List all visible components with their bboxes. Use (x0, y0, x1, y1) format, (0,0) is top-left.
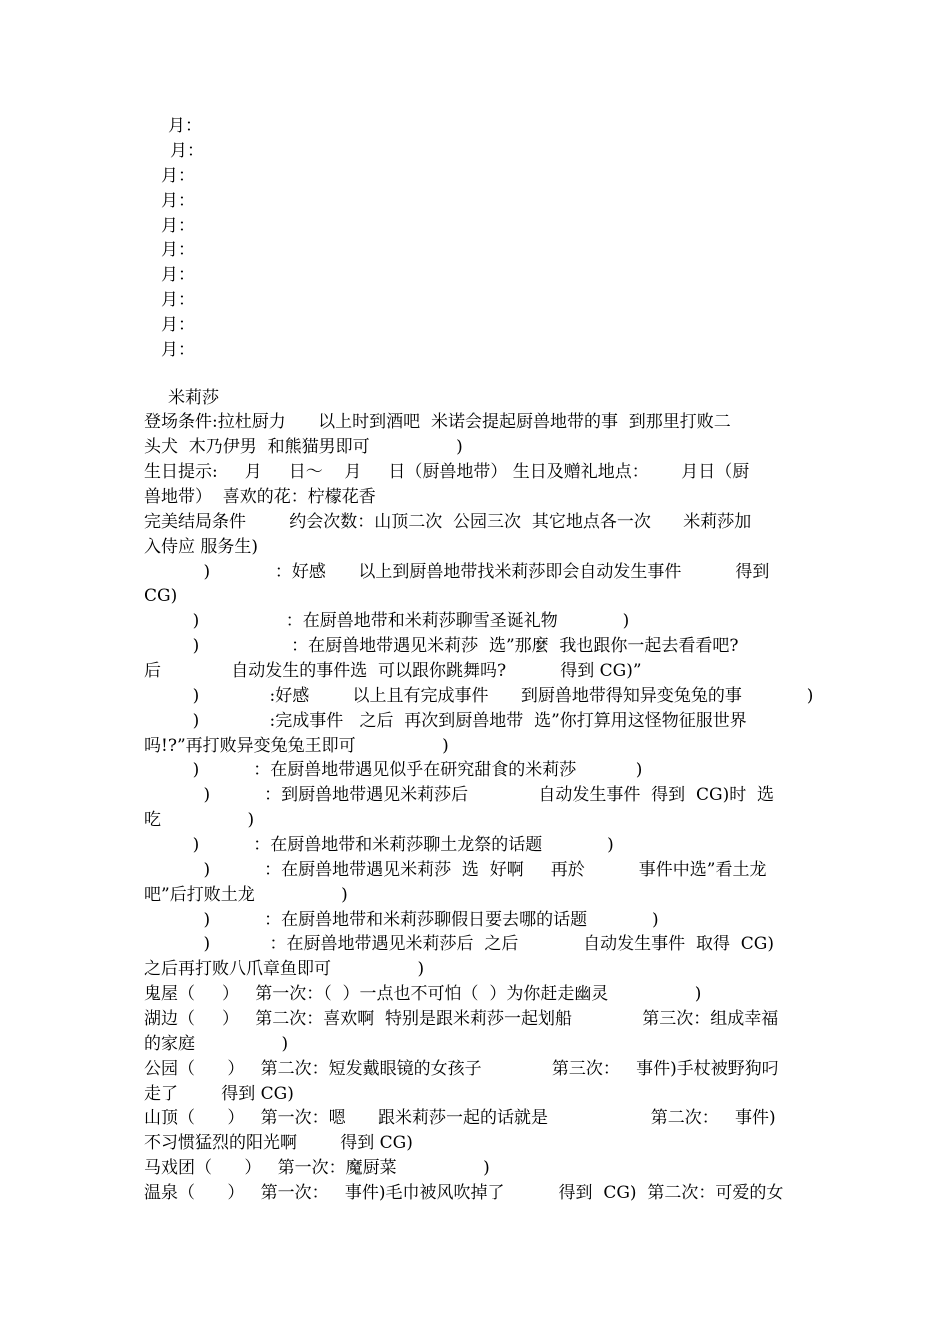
month-line: 月： (170, 141, 204, 161)
body-line: ) :好感 以上且有完成事件 到厨兽地带得知异变兔兔的事 ) (144, 686, 814, 706)
body-line: CG) (144, 586, 178, 606)
body-line: 兽地带） 喜欢的花：柠檬花香 (144, 487, 376, 507)
body-line: ) :完成事件 之后 再次到厨兽地带 选”你打算用这怪物征服世界 (144, 711, 747, 731)
body-line: 登场条件:拉杜厨力 以上时到酒吧 米诺会提起厨兽地带的事 到那里打败二 (144, 412, 731, 432)
character-name-heading: 米莉莎 (168, 388, 219, 408)
body-line: 之后再打败八爪章鱼即可 ) (144, 959, 425, 979)
body-line: ) ：在厨兽地带和米莉莎聊假日要去哪的话题 ) (144, 910, 659, 930)
body-line: ) ：在厨兽地带遇见似乎在研究甜食的米莉莎 ) (144, 760, 643, 780)
body-line: ) ：在厨兽地带和米莉莎聊雪圣诞礼物 ) (144, 611, 630, 631)
body-line: ) ：在厨兽地带遇见米莉莎 选 好啊 再於 事件中选”看土龙 (144, 860, 767, 880)
body-line: ) ：在厨兽地带遇见米莉莎 选”那麼 我也跟你一起去看看吧? (144, 636, 739, 656)
body-line: ) ：在厨兽地带遇见米莉莎后 之后 自动发生事件 取得 CG) (144, 934, 775, 954)
month-line: 月： (161, 240, 195, 260)
body-line: 的家庭 ) (144, 1034, 289, 1054)
month-line: 月： (161, 191, 195, 211)
body-line: 入侍应 服务生) (144, 537, 259, 557)
body-line: ) ：好感 以上到厨兽地带找米莉莎即会自动发生事件 得到 (144, 562, 770, 582)
body-line: 生日提示: 月 日～ 月 日（厨兽地带） 生日及赠礼地点： 月日（厨 (144, 462, 750, 482)
body-line: 完美结局条件 约会次数：山顶二次 公园三次 其它地点各一次 米莉莎加 (144, 512, 752, 532)
body-line: 湖边（ ） 第二次：喜欢啊 特别是跟米莉莎一起划船 第三次：组成幸福 (144, 1009, 779, 1029)
body-line: ) ：在厨兽地带和米莉莎聊土龙祭的话题 ) (144, 835, 614, 855)
month-line: 月： (168, 116, 202, 136)
month-line: 月： (161, 216, 195, 236)
body-line: 鬼屋（ ） 第一次：（ ）一点也不可怕（ ）为你赶走幽灵 ) (144, 984, 702, 1004)
body-line: 马戏团（ ） 第一次：魔厨菜 ) (144, 1158, 490, 1178)
month-line: 月： (161, 265, 195, 285)
body-line: 后 自动发生的事件选 可以跟你跳舞吗? 得到 CG)” (144, 661, 642, 681)
body-line: 不习惯猛烈的阳光啊 得到 CG) (144, 1133, 413, 1153)
body-line: 温泉（ ） 第一次： 事件)毛巾被风吹掉了 得到 CG) 第二次：可爱的女 (144, 1183, 784, 1203)
month-line: 月： (161, 315, 195, 335)
body-line: 走了 得到 CG) (144, 1084, 294, 1104)
body-line: 吧”后打败土龙 ) (144, 885, 348, 905)
body-line: 吗!?”再打败异变兔兔王即可 ) (144, 736, 449, 756)
body-line: 头犬 木乃伊男 和熊猫男即可 ) (144, 437, 463, 457)
body-line: 公园（ ） 第二次：短发戴眼镜的女孩子 第三次： 事件)手杖被野狗叼 (144, 1059, 779, 1079)
body-line: 吃 ) (144, 810, 255, 830)
body-line: 山顶（ ） 第一次：嗯 跟米莉莎一起的话就是 第二次： 事件) (144, 1108, 776, 1128)
month-line: 月： (161, 166, 195, 186)
month-line: 月： (161, 290, 195, 310)
month-line: 月： (161, 340, 195, 360)
body-line: ) ：到厨兽地带遇见米莉莎后 自动发生事件 得到 CG)时 选 (144, 785, 775, 805)
